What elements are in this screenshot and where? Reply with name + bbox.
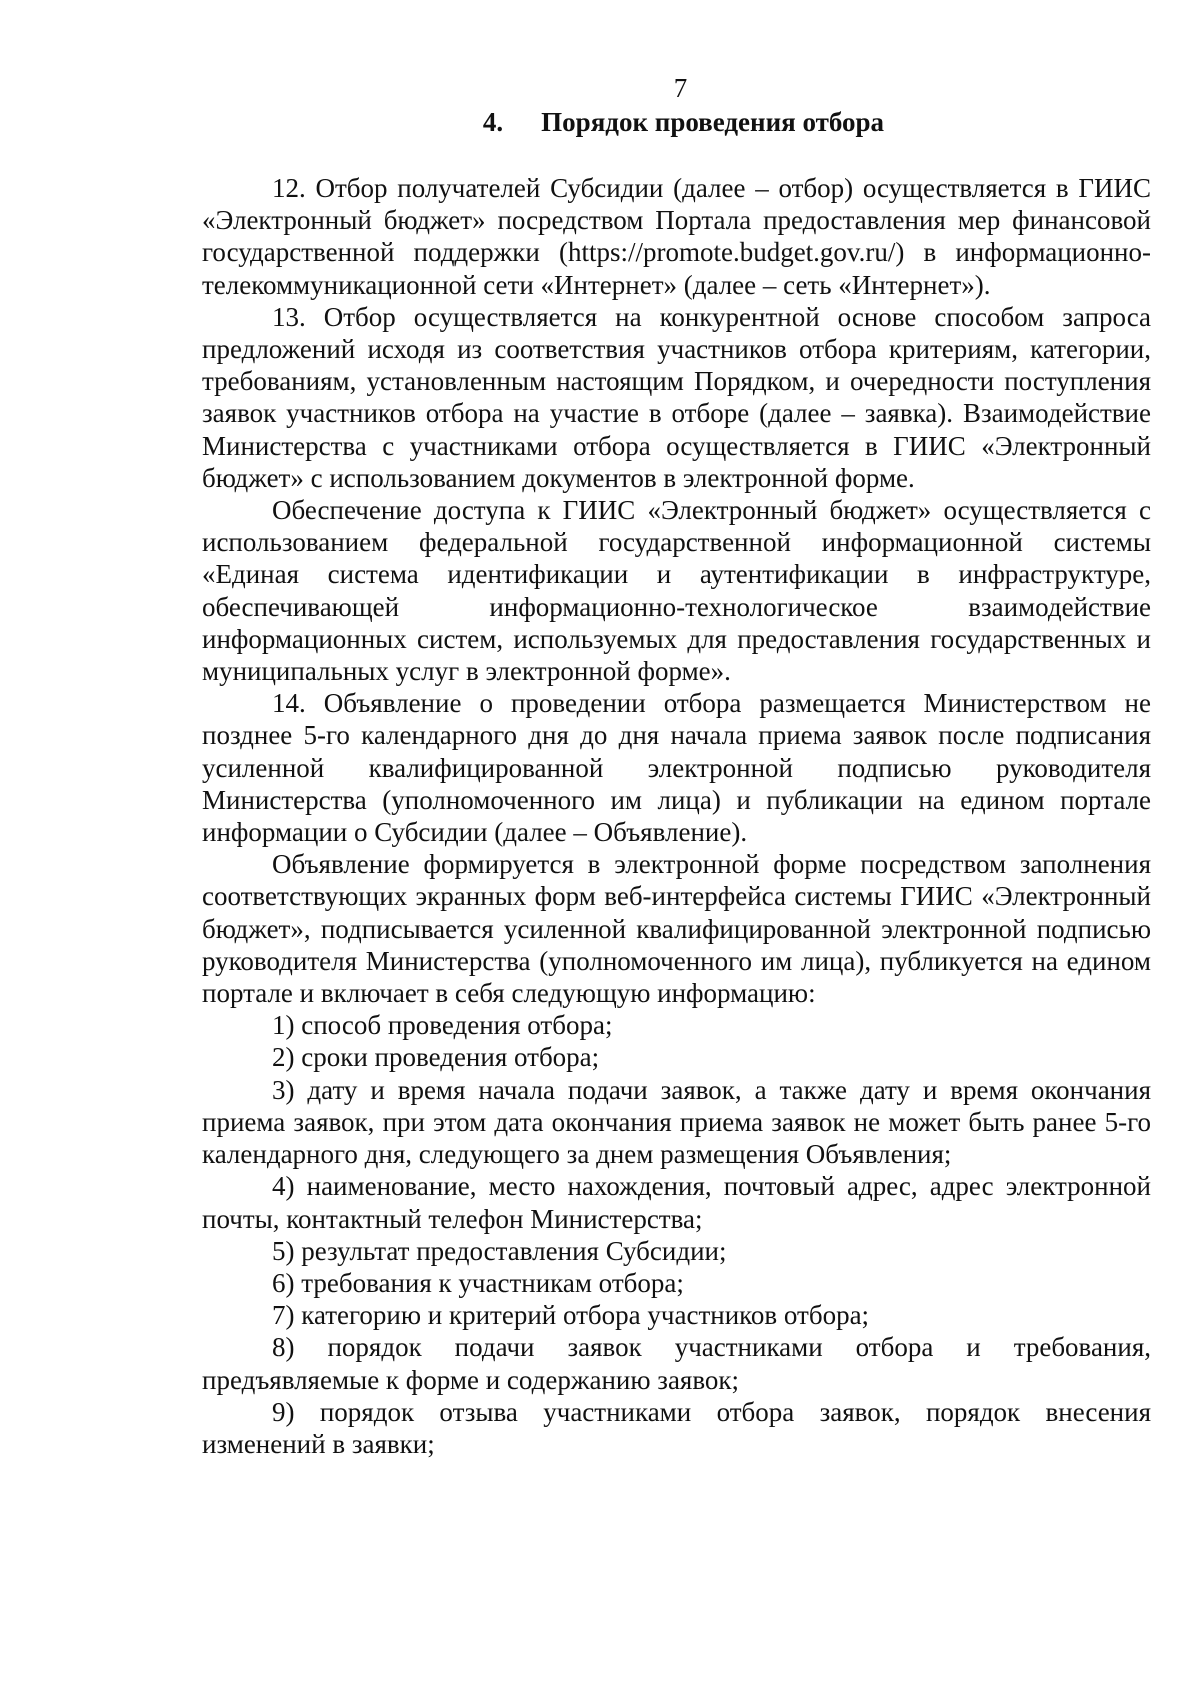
list-item-5: 5) результат предоставления Субсидии;: [272, 1235, 727, 1266]
paragraph-12: 12. Отбор получателей Субсидии (далее – отбор) осуществляется в ГИИС «Электронный бюджет» посредством Портала предоставления мер финансовой государственной поддержки (https://promote.budget.gov.ru/) в информационно-телекоммуникационной сети «Интернет» (далее – сеть «Интернет»).: [202, 173, 1151, 300]
list-item-2: 2) сроки проведения отбора;: [272, 1042, 600, 1073]
list-item-9: 9) порядок отзыва участниками отбора заявок, порядок внесения изменений в заявки;: [202, 1396, 1151, 1459]
section-heading: [202, 106, 1151, 138]
list-item-4: 4) наименование, место нахождения, почтовый адрес, адрес электронной почты, контактный телефон Министерства;: [202, 1171, 1151, 1234]
paragraph-14-announcement: Объявление формируется в электронной форме посредством заполнения соответствующих экранных форм веб-интерфейса системы ГИИС «Электронный бюджет», подписывается усиленной квалифицированной электронной подписью руководителя Министерства (уполномоченного им лица), публикуется на едином портале и включает в себя следующую информацию:: [202, 849, 1151, 1009]
list-item-6: 6) требования к участникам отбора;: [272, 1267, 684, 1298]
paragraph-14: 14. Объявление о проведении отбора размещается Министерством не позднее 5-го календарного дня до дня начала приема заявок после подписания усиленной квалифицированной электронной подписью руководителя Министерства (уполномоченного им лица) и публикации на едином портале информации о Субсидии (далее – Объявление).: [202, 688, 1151, 848]
list-item-7: 7) категорию и критерий отбора участников отбора;: [272, 1300, 870, 1331]
section-number: 4.: [482, 107, 504, 137]
document-page: [202, 72, 1151, 1460]
list-item-8: 8) порядок подачи заявок участниками отбора и требования, предъявляемые к форме и содержанию заявок;: [202, 1332, 1151, 1395]
page-number: 7: [673, 73, 688, 103]
list-item-1: 1) способ проведения отбора;: [272, 1010, 613, 1041]
section-title: Порядок проведения отбора: [541, 107, 885, 137]
paragraph-13: 13. Отбор осуществляется на конкурентной основе способом запроса предложений исходя из соответствия участников отбора критериям, категории, требованиям, установленным настоящим Порядком, и очередности поступления заявок участников отбора на участие в отборе (далее – заявка). Взаимодействие Министерства с участниками отбора осуществляется в ГИИС «Электронный бюджет» с использованием документов в электронной форме.: [202, 301, 1151, 493]
list-item-3: 3) дату и время начала подачи заявок, а также дату и время окончания приема заявок, при этом дата окончания приема заявок не может быть ранее 5-го календарного дня, следующего за днем размещения Объявления;: [202, 1074, 1151, 1170]
paragraph-13-access: Обеспечение доступа к ГИИС «Электронный бюджет» осуществляется с использованием федеральной государственной информационной системы «Единая система идентификации и аутентификации в инфраструктуре, обеспечивающей информационно-технологическое взаимодействие информационных систем, используемых для предоставления государственных и муниципальных услуг в электронной форме».: [202, 495, 1151, 687]
